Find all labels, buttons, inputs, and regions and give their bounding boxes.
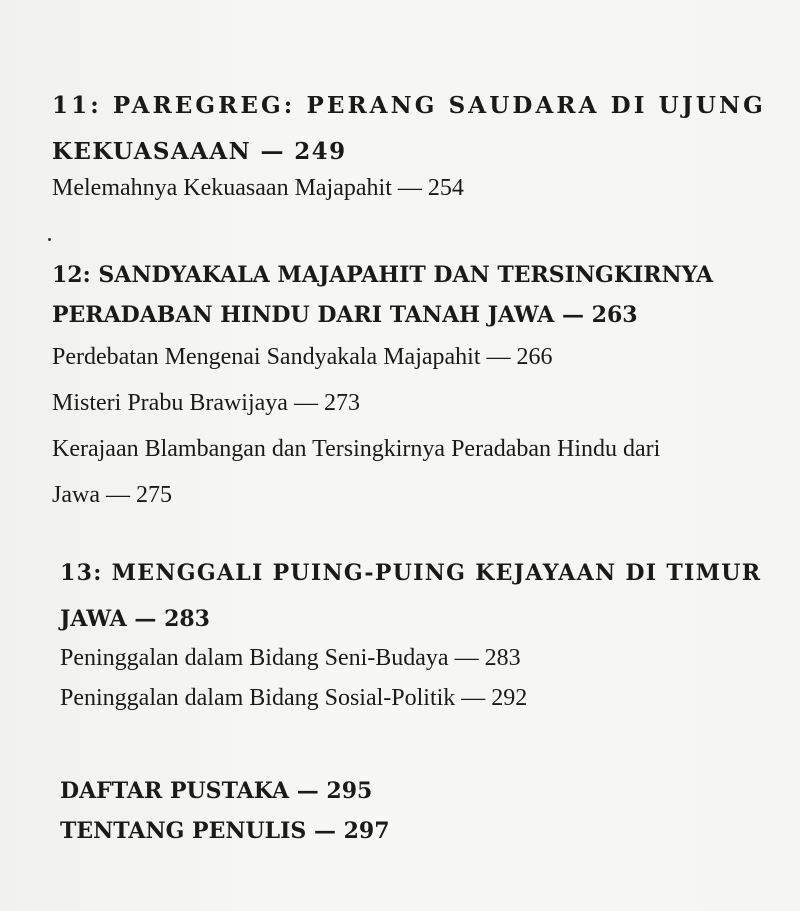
toc-entry: Kerajaan Blambangan dan Tersingkirnya Peradaban Hindu dari <box>52 436 661 462</box>
toc-entry: Melemahnya Kekuasaan Majapahit — 254 <box>52 175 464 201</box>
back-matter-about-author: TENTANG PENULIS — 297 <box>60 818 390 844</box>
chapter-11-title-line-1: 11: PAREGREG: PERANG SAUDARA DI UJUNG <box>52 92 766 119</box>
toc-entry: Perdebatan Mengenai Sandyakala Majapahit — 266 <box>52 344 553 370</box>
chapter-12-title-line-2: PERADABAN HINDU DARI TANAH JAWA — 263 <box>52 302 638 328</box>
chapter-12-title-line-1: 12: SANDYAKALA MAJAPAHIT DAN TERSINGKIRNYA <box>52 262 714 288</box>
toc-entry: Misteri Prabu Brawijaya — 273 <box>52 390 360 416</box>
chapter-11-title-line-2: KEKUASAAAN — 249 <box>52 138 347 165</box>
chapter-13-title-line-2: JAWA — 283 <box>60 606 210 632</box>
toc-entry: Peninggalan dalam Bidang Seni-Budaya — 283 <box>60 645 521 671</box>
ink-speck <box>48 238 51 241</box>
toc-entry: Jawa — 275 <box>52 482 172 508</box>
toc-entry: Peninggalan dalam Bidang Sosial-Politik — 292 <box>60 685 528 711</box>
back-matter-bibliography: DAFTAR PUSTAKA — 295 <box>60 778 373 804</box>
chapter-13-title-line-1: 13: MENGGALI PUING-PUING KEJAYAAN DI TIMUR <box>60 560 762 586</box>
